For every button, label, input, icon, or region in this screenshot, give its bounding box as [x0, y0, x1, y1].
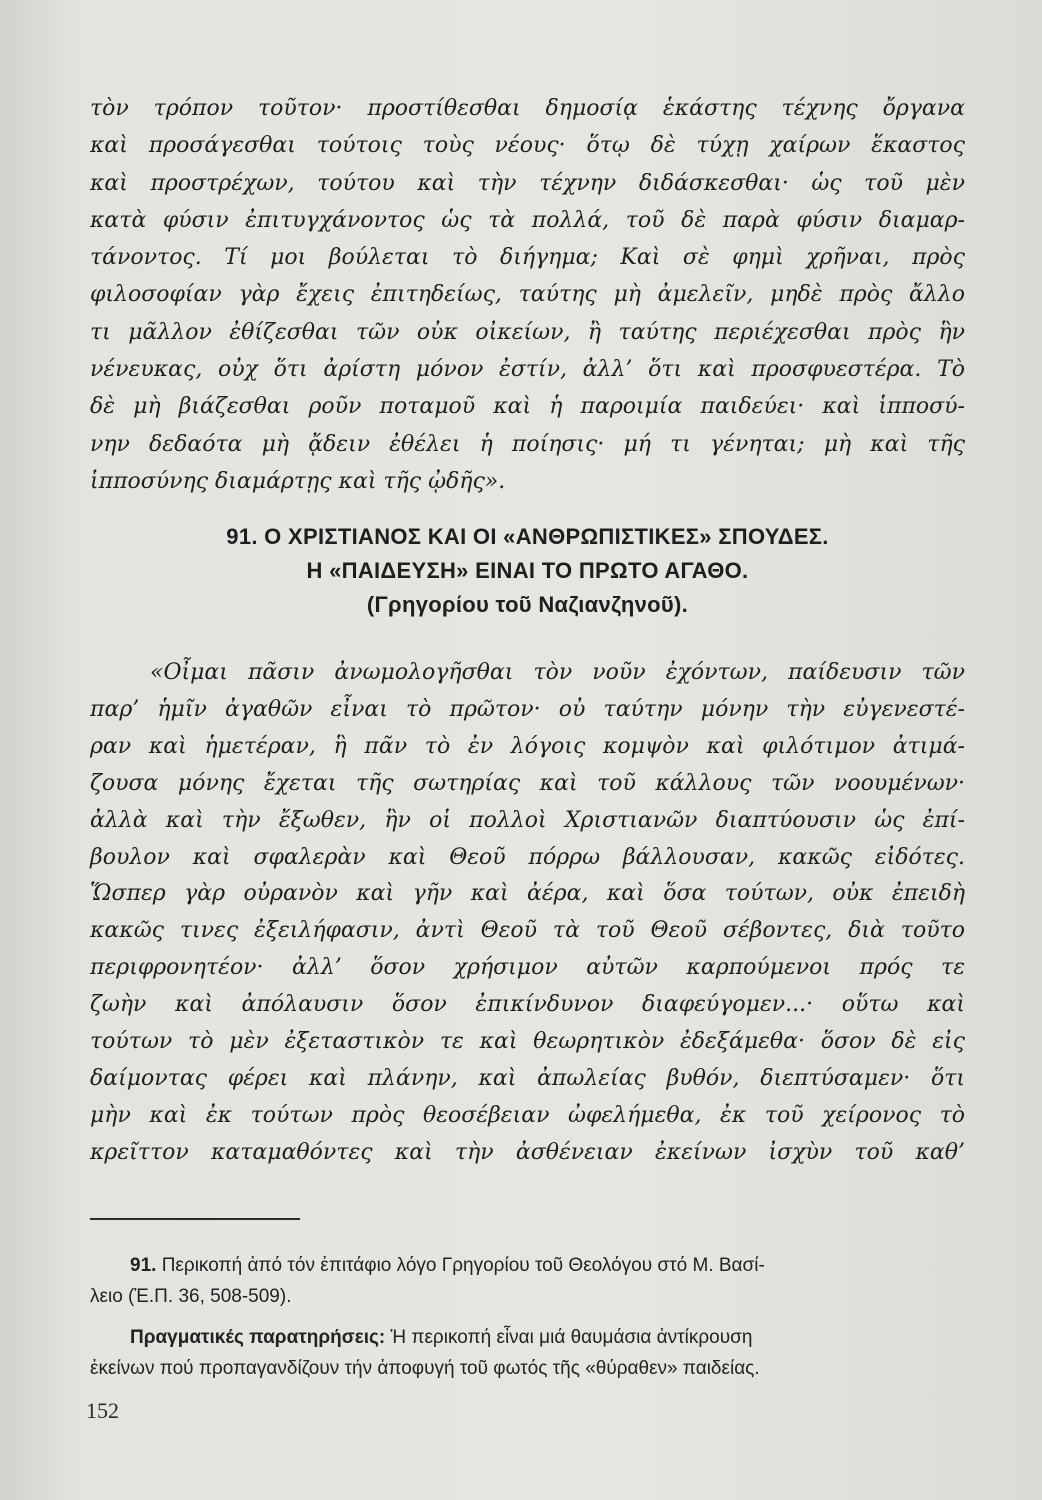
text-line: κρεῖττον καταμαθόντες καὶ τὴν ἀσθένειαν ἐκείνων ἰσχὺν τοῦ καθ’: [90, 1139, 965, 1165]
page-number: 152: [86, 1398, 119, 1423]
text-line: καὶ προστρέχων, τούτου καὶ τὴν τέχνην διδάσκεσθαι· ὡς τοῦ μὲν: [90, 170, 965, 196]
footnote-91: [90, 1250, 970, 1312]
text-line: Ὥσπερ γὰρ οὐρανὸν καὶ γῆν καὶ ἀέρα, καὶ ὅσα τούτων, οὐκ ἐπειδὴ: [90, 881, 965, 907]
heading-attribution: (Γρηγορίου τοῦ Ναζιανζηνοῦ).: [366, 592, 689, 617]
text-line: ἀλλὰ καὶ τὴν ἔξωθεν, ἣν οἱ πολλοὶ Χριστιανῶν διαπτύουσιν ὡς ἐπί-: [90, 807, 965, 833]
text-line: μὴν καὶ ἐκ τούτων πρὸς θεοσέβειαν ὠφελήμεθα, ἐκ τοῦ χείρονος τὸ: [90, 1102, 965, 1128]
remarks-text: Ἡ περικοπή εἶναι μιά θαυμάσια ἀντίκρουση: [390, 1327, 753, 1348]
heading-line-2: Η «ΠΑΙΔΕΥΣΗ» ΕΙΝΑΙ ΤΟ ΠΡΩΤΟ ΑΓΑΘΟ.: [306, 558, 749, 583]
text-line: κατὰ φύσιν ἐπιτυγχάνοντος ὡς τὰ πολλά, τοῦ δὲ παρὰ φύσιν διαμαρ-: [90, 207, 965, 233]
footnote-divider: [90, 1218, 300, 1220]
footnotes: [90, 1250, 970, 1394]
text-line: παρ’ ἡμῖν ἀγαθῶν εἶναι τὸ πρῶτον· οὐ ταύτην μόνην τὴν εὐγενεστέ-: [90, 696, 965, 722]
footnote-text: Περικοπή ἀπό τόν ἐπιτάφιο λόγο Γρηγορίου τοῦ Θεολόγου στό Μ. Βασί-: [161, 1255, 765, 1276]
text-line: κακῶς τινες ἐξειλήφασιν, ἀντὶ Θεοῦ τὰ τοῦ Θεοῦ σέβοντες, διὰ τοῦτο: [90, 918, 965, 944]
footnote-remarks: [90, 1322, 970, 1384]
section-heading: [90, 520, 965, 622]
text-line: νένευκας, οὐχ ὅτι ἀρίστη μόνον ἐστίν, ἀλλ’ ὅτι καὶ προσφυεστέρα. Τὸ: [90, 357, 965, 383]
text-line: βουλον καὶ σφαλερὰν καὶ Θεοῦ πόρρω βάλλουσαν, κακῶς εἰδότες.: [90, 844, 965, 870]
text-line: τάνοντος. Τί μοι βούλεται τὸ διήγημα; Καὶ σὲ φημὶ χρῆναι, πρὸς: [90, 245, 965, 271]
footnote-text-continued: λειο (Ἑ.Π. 36, 508-509).: [90, 1286, 292, 1307]
remarks-text-continued: ἐκείνων πού προπαγανδίζουν τήν ἀποφυγή τοῦ φωτός τῆς «θύραθεν» παιδείας.: [90, 1358, 760, 1379]
text-line: φιλοσοφίαν γὰρ ἔχεις ἐπιτηδείως, ταύτης μὴ ἀμελεῖν, μηδὲ πρὸς ἄλλο: [90, 282, 965, 308]
text-line: περιφρονητέον· ἀλλ’ ὅσον χρήσιμον αὐτῶν καρπούμενοι πρός τε: [90, 955, 965, 981]
text-line: νην δεδαότα μὴ ᾄδειν ἐθέλει ἡ ποίησις· μή τι γένηται; μὴ καὶ τῆς: [90, 431, 965, 457]
text-line: ζουσα μόνης ἔχεται τῆς σωτηρίας καὶ τοῦ κάλλους τῶν νοουμένων·: [90, 770, 965, 796]
greek-passage-continued: [90, 90, 965, 500]
text-line: τι μᾶλλον ἐθίζεσθαι τῶν οὐκ οἰκείων, ἢ ταύτης περιέχεσθαι πρὸς ἣν: [90, 319, 965, 345]
text-line: ζωὴν καὶ ἀπόλαυσιν ὅσον ἐπικίνδυνον διαφεύγομεν...· οὕτω καὶ: [90, 992, 965, 1018]
text-line: καὶ προσάγεσθαι τούτοις τοὺς νέους· ὅτῳ δὲ τύχῃ χαίρων ἕκαστος: [90, 133, 965, 159]
greek-passage-quote: [90, 655, 965, 1172]
text-line: δαίμοντας φέρει καὶ πλάνην, καὶ ἀπωλείας βυθόν, διεπτύσαμεν· ὅτι: [90, 1065, 965, 1091]
text-line: δὲ μὴ βιάζεσθαι ροῦν ποταμοῦ καὶ ἡ παροιμία παιδεύει· καὶ ἱπποσύ-: [90, 394, 965, 420]
text-line: ἱπποσύνης διαμάρτῃς καὶ τῆς ᾠδῆς».: [90, 468, 506, 494]
text-line: «Οἶμαι πᾶσιν ἀνωμολογῆσθαι τὸν νοῦν ἐχόντων, παίδευσιν τῶν: [150, 660, 965, 685]
text-line: ραν καὶ ἡμετέραν, ἣ πᾶν τὸ ἐν λόγοις κομψὸν καὶ φιλότιμον ἀτιμά-: [90, 733, 965, 759]
footnote-number: 91.: [130, 1255, 157, 1276]
remarks-label: Πραγματικές παρατηρήσεις:: [130, 1327, 386, 1348]
text-line: τὸν τρόπον τοῦτον· προστίθεσθαι δημοσίᾳ ἑκάστης τέχνης ὄργανα: [90, 96, 965, 121]
heading-line-1: 91. Ο ΧΡΙΣΤΙΑΝΟΣ ΚΑΙ ΟΙ «ΑΝΘΡΩΠΙΣΤΙΚΕΣ» ΣΠΟΥΔΕΣ.: [226, 524, 829, 549]
text-line: τούτων τὸ μὲν ἐξεταστικὸν τε καὶ θεωρητικὸν ἐδεξάμεθα· ὅσον δὲ εἰς: [90, 1029, 965, 1055]
